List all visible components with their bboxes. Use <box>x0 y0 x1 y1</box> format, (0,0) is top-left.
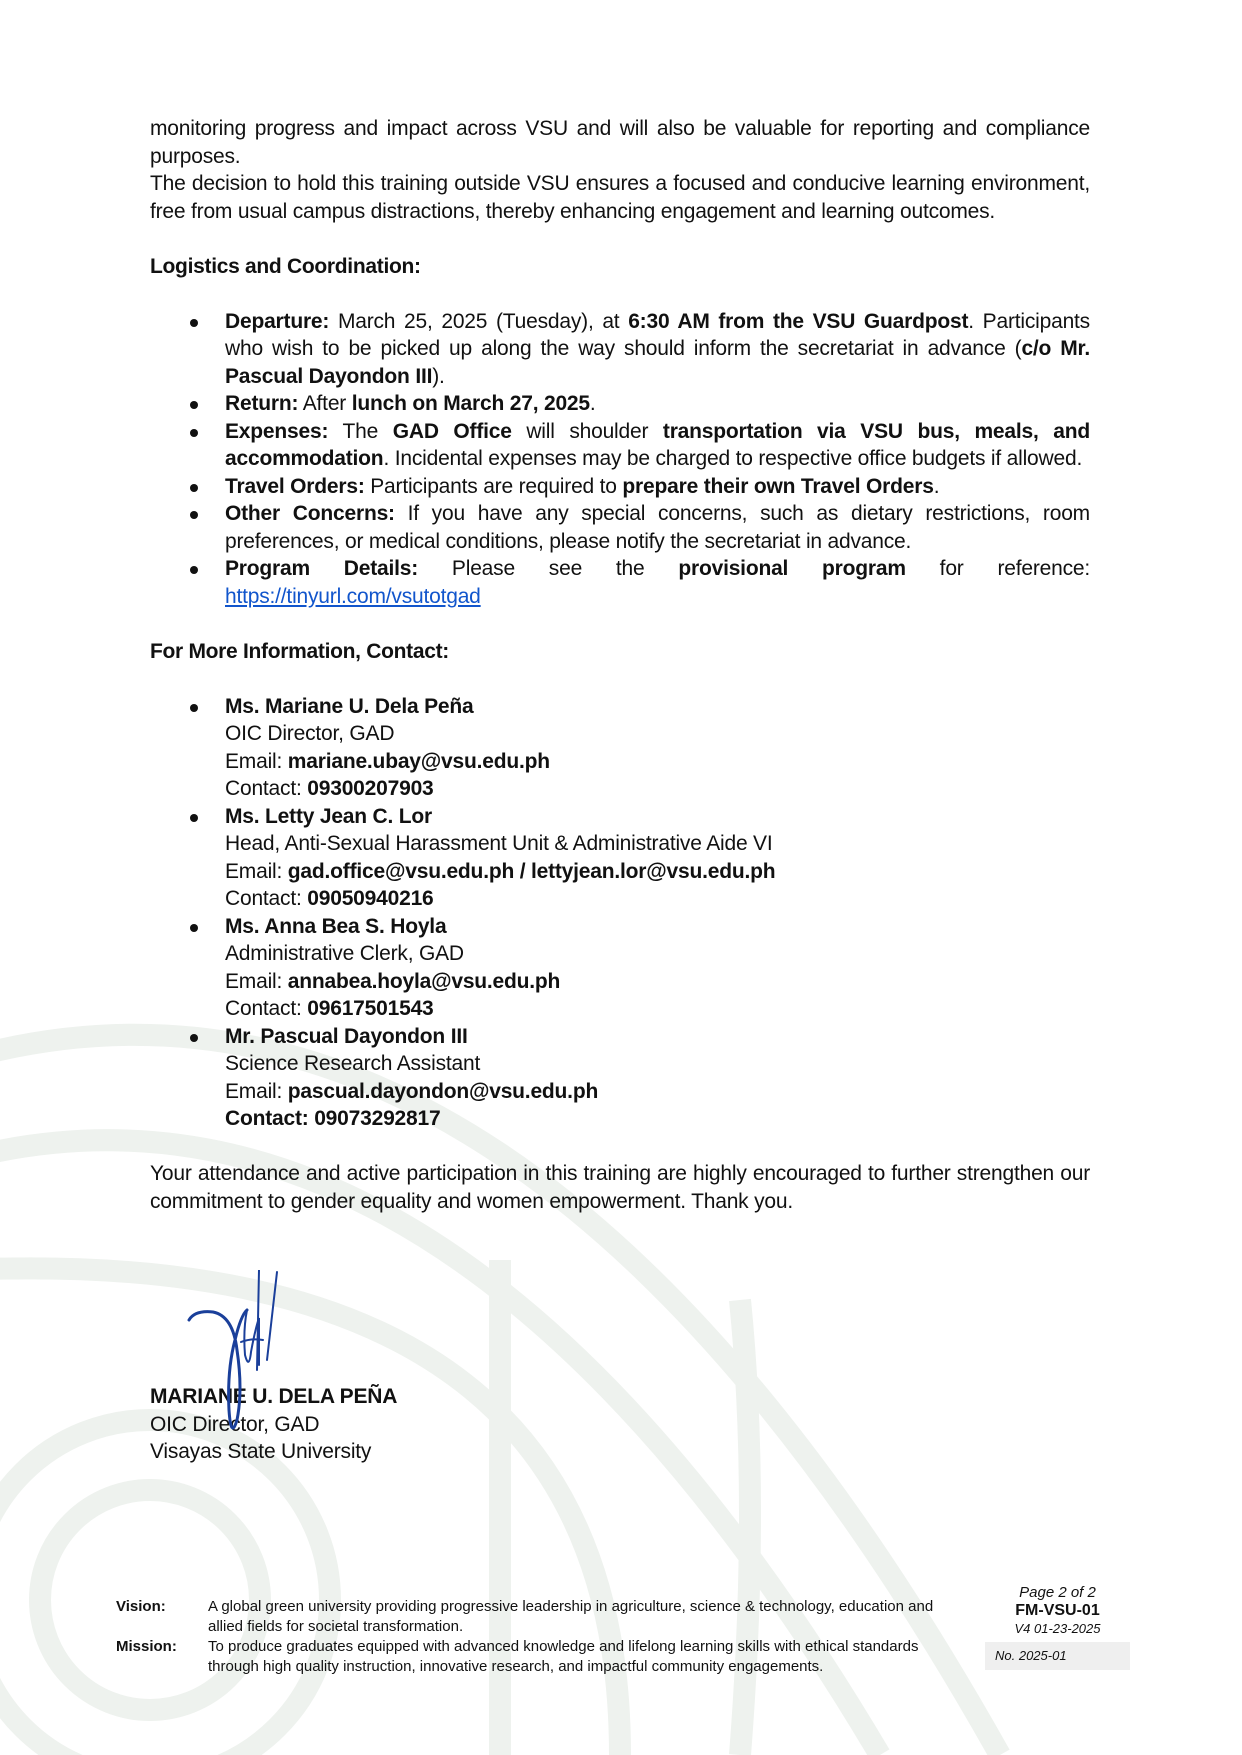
form-version: V4 01-23-2025 <box>1014 1621 1101 1636</box>
vision-row <box>116 1597 936 1637</box>
intro-paragraph-2: The decision to hold this training outside VSU ensures a focused and conducive learning environment, free from usual campus distractions, thereby enhancing engagement and learning outcomes. <box>150 172 1090 223</box>
departure-text-3: ). <box>432 364 445 388</box>
bullet-icon <box>190 319 198 327</box>
contact-item <box>150 803 1090 913</box>
signature <box>185 1270 315 1440</box>
contact-item <box>150 693 1090 803</box>
form-info-box <box>985 1584 1130 1670</box>
bullet-icon <box>190 1034 198 1042</box>
travel-orders-label: Travel Orders: <box>225 474 365 498</box>
departure-time-place: 6:30 AM from the VSU Guardpost <box>628 309 969 333</box>
contact-email[interactable]: mariane.ubay@vsu.edu.ph <box>287 749 550 773</box>
return-date: lunch on March 27, 2025 <box>351 392 590 415</box>
contact-email[interactable]: annabea.hoyla@vsu.edu.ph <box>287 969 561 993</box>
return-label: Return: <box>225 392 299 415</box>
mission-label: Mission: <box>116 1638 177 1655</box>
document-number: No. 2025-01 <box>985 1642 1130 1670</box>
form-code: FM-VSU-01 <box>1015 1602 1100 1619</box>
bullet-icon <box>190 511 198 519</box>
vision-text: A global green university providing progressive leadership in agriculture, science & technology, education and allied fields for societal transformation. <box>208 1598 934 1635</box>
contact-label: Contact: <box>225 997 308 1020</box>
signatory-name: MARIANE U. DELA PEÑA <box>150 1385 398 1408</box>
contact-name: Mr. Pascual Dayondon III <box>225 1024 468 1048</box>
contact-role: Science Research Assistant <box>225 1052 481 1075</box>
bullet-icon <box>190 484 198 492</box>
program-details-text-2: for reference: <box>905 557 1090 580</box>
mission-row <box>116 1637 936 1677</box>
page-number: Page 2 of 2 <box>1019 1584 1096 1601</box>
closing-paragraph: Your attendance and active participation in this training are highly encouraged to further strengthen our commitment to gender equality and women empowerment. Thank you. <box>150 1162 1090 1213</box>
email-label: Email: <box>225 749 288 773</box>
contact-email[interactable]: gad.office@vsu.edu.ph / lettyjean.lor@vsu.edu.ph <box>287 859 776 883</box>
contact-item <box>150 913 1090 1023</box>
program-details-bold: provisional program <box>678 557 906 580</box>
logistics-heading: Logistics and Coordination: <box>150 254 421 278</box>
expenses-text-3: . Incidental expenses may be charged to respective office budgets if allowed. <box>383 447 1083 470</box>
contact-role: OIC Director, GAD <box>225 722 395 745</box>
travel-orders-text-2: . <box>933 474 940 498</box>
departure-contact: c/o Mr. Pascual Dayondon III <box>225 337 1090 388</box>
contact-email-line <box>225 968 1090 996</box>
program-details-label: Program Details: <box>225 557 419 580</box>
other-concerns-label: Other Concerns: <box>225 502 395 525</box>
bullet-icon <box>190 704 198 712</box>
departure-text-2: . Participants who wish to be picked up along the way should inform the secretariat in advance ( <box>225 309 1090 360</box>
email-label: Email: <box>225 859 288 883</box>
footer-vision-mission <box>116 1597 936 1677</box>
contact-phone: 09300207903 <box>307 777 434 800</box>
contact-phone-line <box>225 885 1090 913</box>
vision-label: Vision: <box>116 1598 166 1615</box>
contact-phone-line <box>225 775 1090 803</box>
list-item-program-details <box>150 555 1090 610</box>
signatory-title: OIC Director, GAD <box>150 1412 320 1436</box>
contact-email-line <box>225 748 1090 776</box>
return-text-2: . <box>589 392 596 415</box>
email-label: Email: <box>225 969 288 993</box>
contact-role: Administrative Clerk, GAD <box>225 942 464 965</box>
contacts-heading: For More Information, Contact: <box>150 639 449 663</box>
other-concerns-text: If you have any special concerns, such as dietary restrictions, room preferences, or medical conditions, please notify the secretariat in advance. <box>225 502 1090 553</box>
program-details-text: Please see the <box>418 557 679 580</box>
letter-body <box>150 115 1090 1215</box>
bullet-icon <box>190 429 198 437</box>
list-item-travel-orders <box>150 473 1090 501</box>
expenses-covered: transportation via VSU bus, meals, and accommodation <box>225 419 1090 470</box>
bullet-icon <box>190 566 198 574</box>
contact-name: Ms. Letty Jean C. Lor <box>225 804 433 828</box>
bullet-icon <box>190 401 198 409</box>
mission-text: To produce graduates equipped with advanced knowledge and lifelong learning skills with ethical standards through high quality instruction, innovative research, and impactful community engagements. <box>208 1638 919 1675</box>
contact-name: Ms. Anna Bea S. Hoyla <box>225 914 447 938</box>
contact-item <box>150 1023 1090 1133</box>
expenses-text: The <box>328 419 393 443</box>
expenses-text-2: will shoulder <box>511 419 663 443</box>
departure-label: Departure: <box>225 309 330 333</box>
departure-text: March 25, 2025 (Tuesday), at <box>329 309 629 333</box>
expenses-office: GAD Office <box>392 419 512 443</box>
contact-name: Ms. Mariane U. Dela Peña <box>225 694 474 718</box>
list-item-expenses <box>150 418 1090 473</box>
contact-email-line <box>225 858 1090 886</box>
contact-phone-line <box>225 995 1090 1023</box>
travel-orders-text: Participants are required to <box>364 474 623 498</box>
contact-phone-line: Contact: 09073292817 <box>225 1107 441 1130</box>
logistics-list <box>150 308 1090 611</box>
bullet-icon <box>190 814 198 822</box>
contact-phone: 09617501543 <box>307 997 434 1020</box>
intro-paragraph-1: monitoring progress and impact across VSU and will also be valuable for reporting and compliance purposes. <box>150 117 1090 168</box>
email-label: Email: <box>225 1079 288 1103</box>
list-item-other-concerns <box>150 500 1090 555</box>
signatory-institution: Visayas State University <box>150 1440 372 1463</box>
list-item-return <box>150 390 1090 418</box>
list-item-departure <box>150 308 1090 391</box>
travel-orders-bold: prepare their own Travel Orders <box>622 474 934 498</box>
contacts-list <box>150 693 1090 1133</box>
contact-phone: 09050940216 <box>307 887 434 910</box>
contact-email-line <box>225 1078 1090 1106</box>
return-text: After <box>298 392 352 415</box>
contact-label: Contact: <box>225 887 308 910</box>
contact-role: Head, Anti-Sexual Harassment Unit & Administrative Aide VI <box>225 832 773 855</box>
expenses-label: Expenses: <box>225 419 329 443</box>
contact-label: Contact: <box>225 777 308 800</box>
program-link[interactable]: https://tinyurl.com/vsutotgad <box>225 584 481 608</box>
contact-email[interactable]: pascual.dayondon@vsu.edu.ph <box>287 1079 599 1103</box>
bullet-icon <box>190 924 198 932</box>
